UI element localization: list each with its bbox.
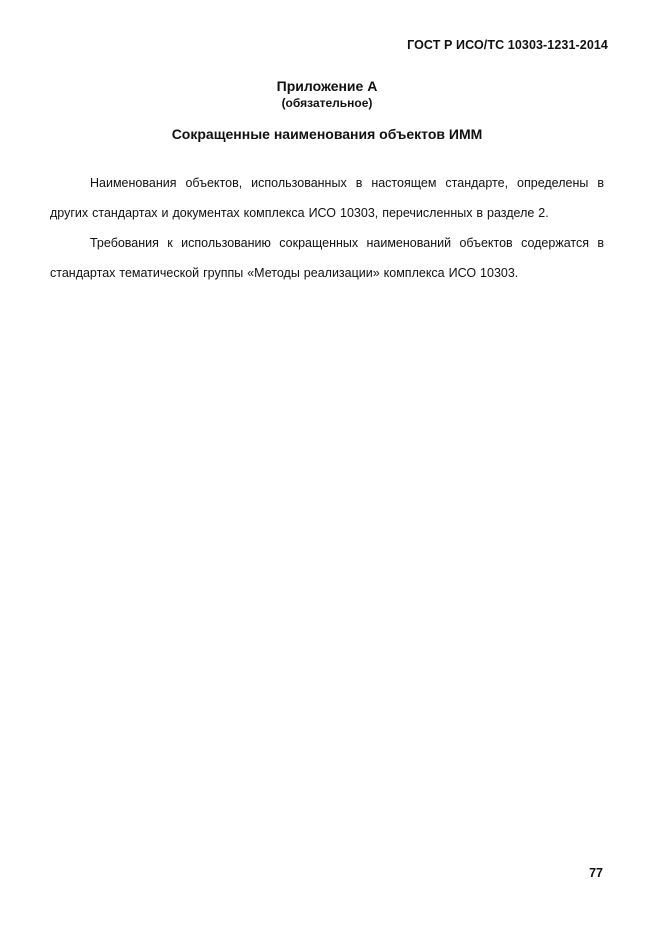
- page-number: 77: [589, 866, 603, 880]
- paragraph-1: Наименования объектов, использованных в настоящем стандарте, определены в других стандартах и документах комплекса ИСО 10303, перечисленных в разделе 2.: [50, 176, 604, 220]
- appendix-status: (обязательное): [281, 96, 373, 110]
- document-code-header: ГОСТ Р ИСО/ТС 10303-1231-2014: [407, 38, 608, 52]
- section-title: Сокращенные наименования объектов ИММ: [171, 126, 483, 142]
- body-text: [50, 168, 604, 288]
- appendix-title: Приложение А: [276, 78, 378, 94]
- paragraph-2: Требования к использованию сокращенных наименований объектов содержатся в стандартах тематической группы «Методы реализации» комплекса ИСО 10303.: [50, 236, 604, 280]
